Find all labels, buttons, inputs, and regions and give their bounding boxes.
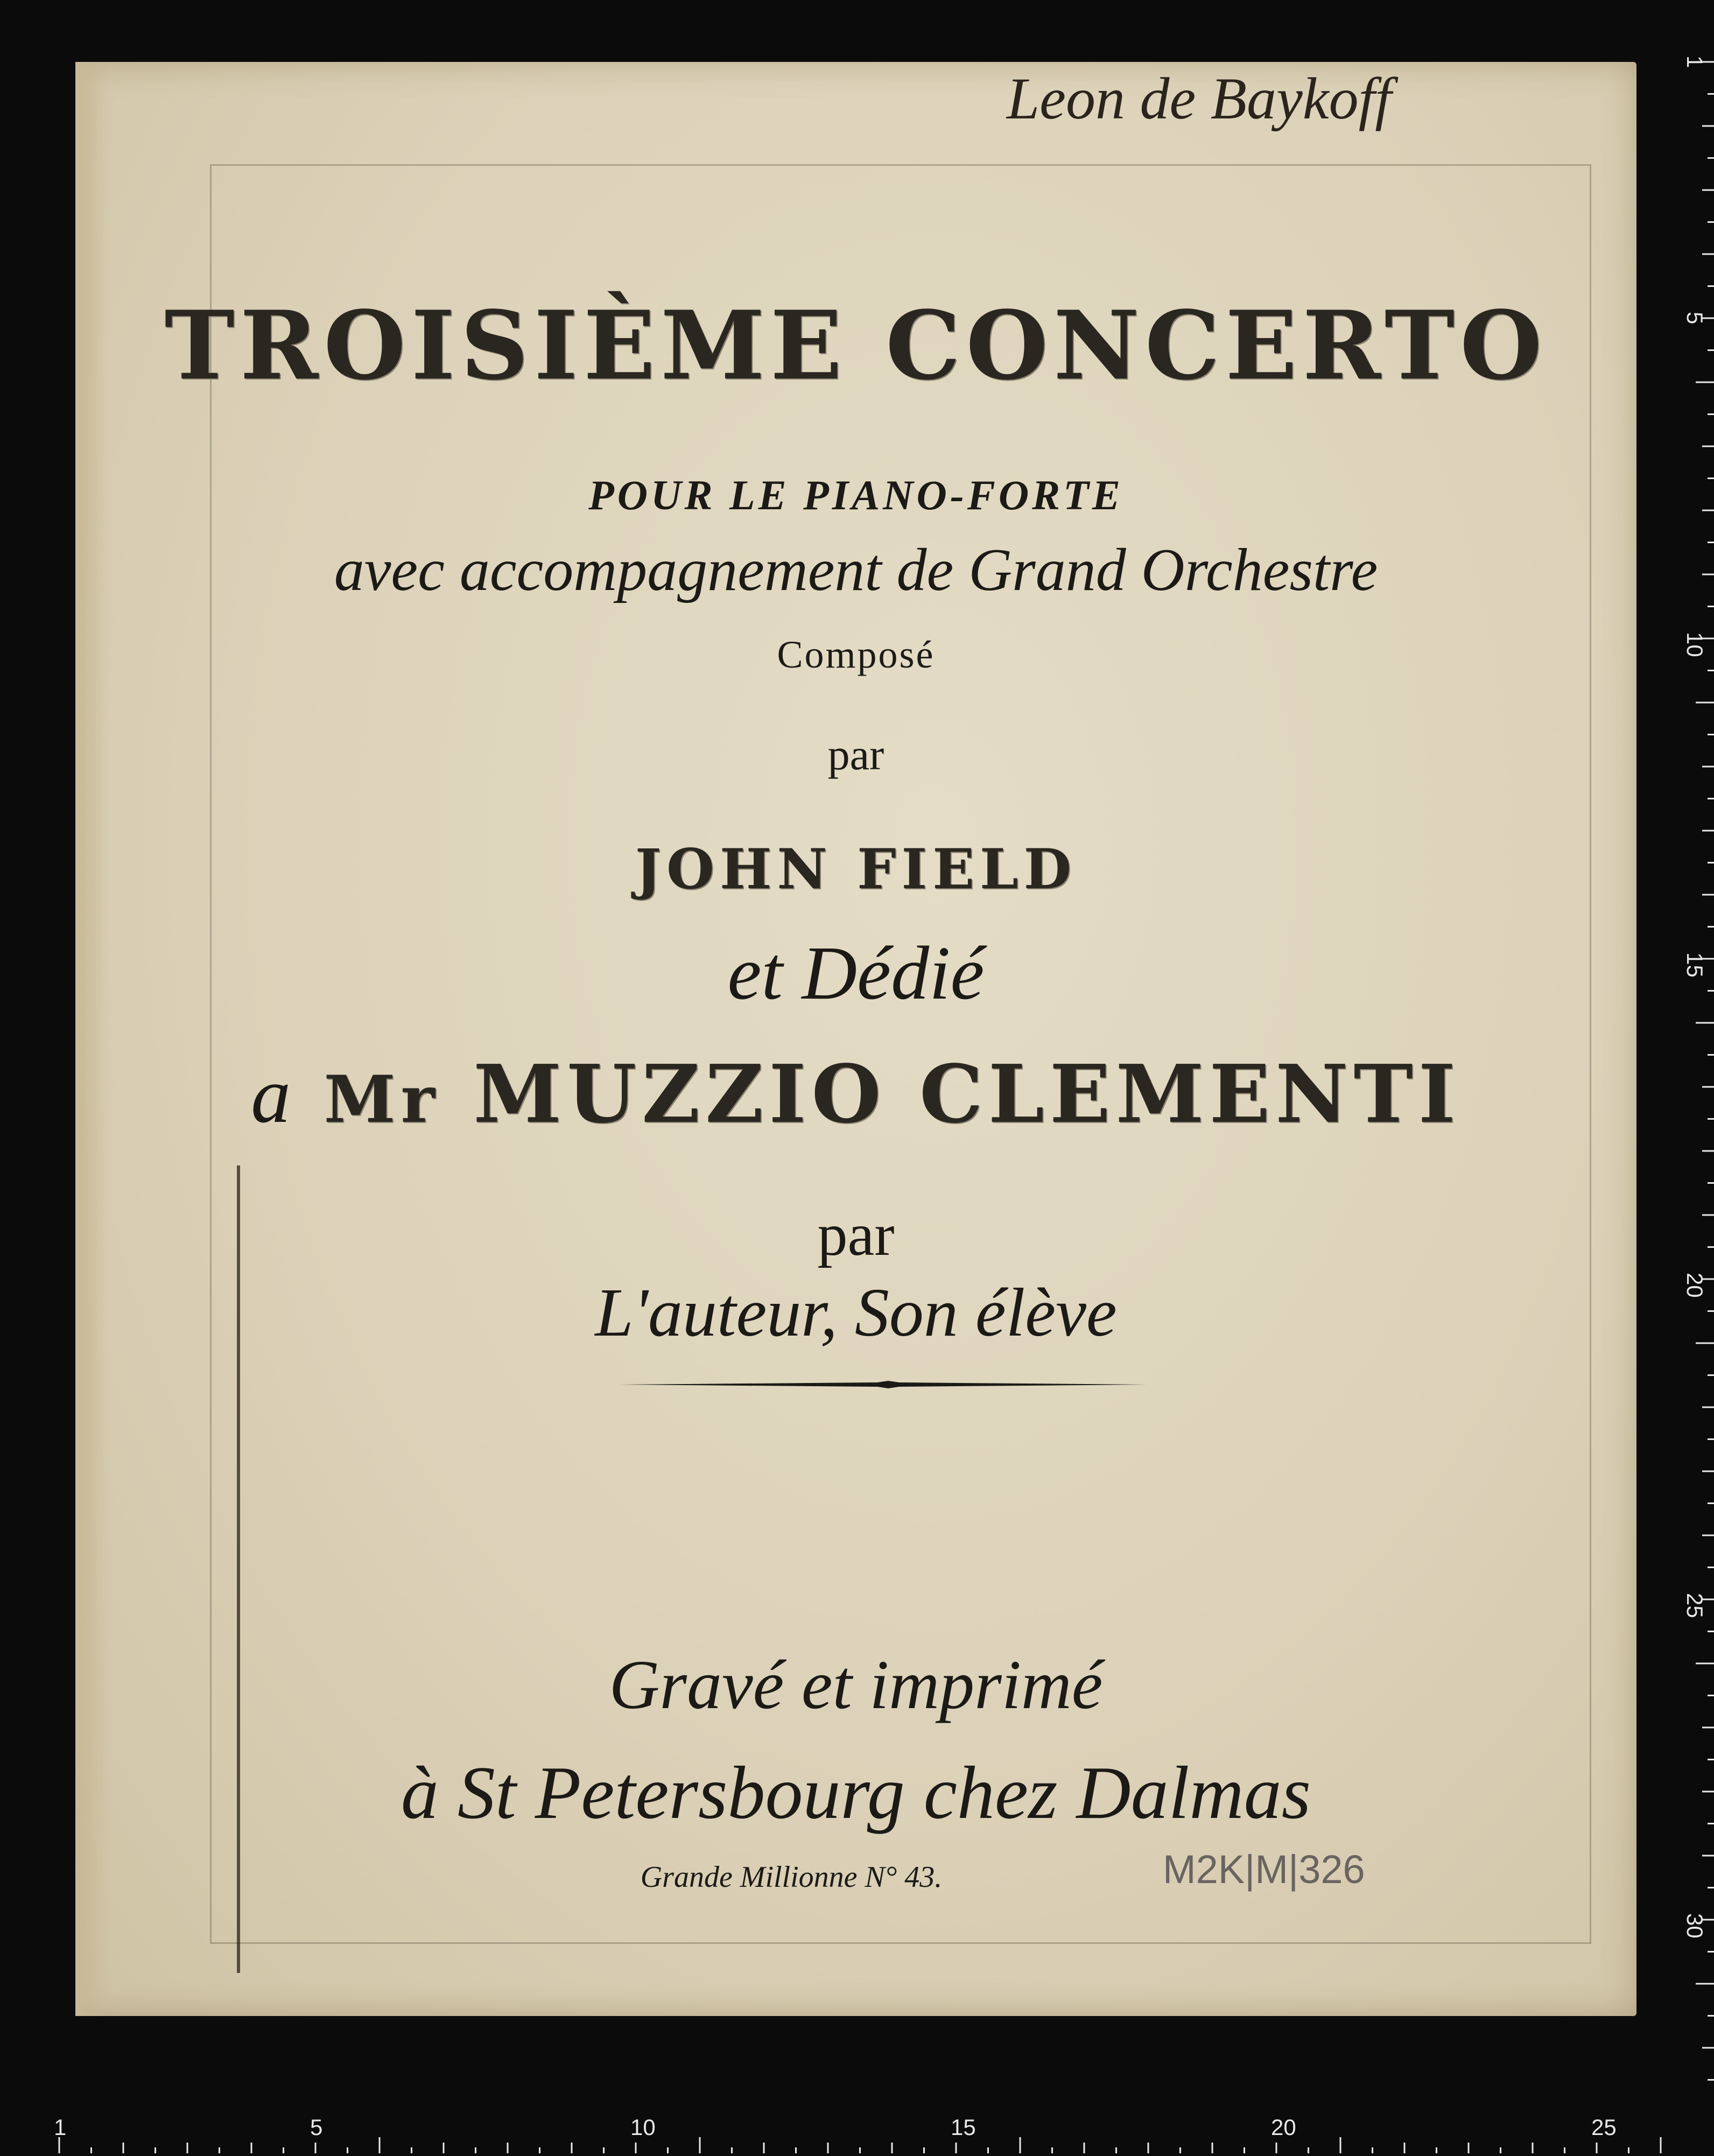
dedicatee-prefix: a	[251, 1051, 291, 1140]
publisher-address	[75, 1860, 1636, 1894]
dedicatee-honorific: Mr	[324, 1062, 440, 1137]
owner-signature: Leon de Baykoff	[1007, 66, 1392, 131]
ruler-right-label: 1	[1682, 55, 1708, 68]
ruler-right-label: 20	[1682, 1273, 1708, 1298]
ruler-right-label: 5	[1682, 312, 1708, 325]
ruler-bottom	[0, 2116, 1714, 2153]
composer-name: JOHN FIELD	[635, 837, 1077, 902]
subtitle-accompaniment: avec accompagnement de Grand Orchestre	[334, 537, 1378, 603]
ruler-bottom-label: 10	[630, 2115, 656, 2140]
address-text: Grande Millionne N° 43.	[640, 1860, 943, 1894]
ruler-bottom-label: 1	[54, 2115, 67, 2140]
publisher-line-2: à St Petersbourg chez Dalmas	[401, 1751, 1311, 1835]
par-label-2: par	[817, 1202, 895, 1268]
ruler-bottom-ticks	[0, 2116, 1714, 2153]
shelfmark: M2K|M|326	[1163, 1847, 1365, 1892]
title-page	[75, 62, 1636, 2016]
ruler-right-label: 25	[1682, 1593, 1708, 1618]
ruler-bottom-label: 20	[1271, 2115, 1296, 2140]
ruler-bottom-label: 15	[951, 2115, 976, 2140]
ruler-right-label: 30	[1682, 1913, 1708, 1939]
ornamental-rule	[619, 1381, 1147, 1388]
composed-label: Composé	[777, 633, 935, 676]
dedication-label: et Dédié	[727, 930, 985, 1015]
dedicatee-line	[75, 1047, 1636, 1141]
dedicatee-name: MUZZIO CLEMENTI	[473, 1047, 1461, 1141]
byline: L'auteur, Son élève	[595, 1274, 1117, 1351]
subtitle-instrument: POUR LE PIANO-FORTE	[588, 472, 1123, 518]
par-label-1: par	[827, 730, 884, 779]
ruler-right-label: 15	[1682, 952, 1708, 978]
ruler-right	[1674, 0, 1714, 2153]
page-title: TROISIÈME CONCERTO	[164, 291, 1548, 401]
publisher-line-1: Gravé et imprimé	[609, 1646, 1103, 1724]
ruler-right-label: 10	[1682, 632, 1708, 657]
ruler-bottom-label: 5	[310, 2115, 323, 2140]
ruler-bottom-label: 25	[1591, 2115, 1617, 2140]
